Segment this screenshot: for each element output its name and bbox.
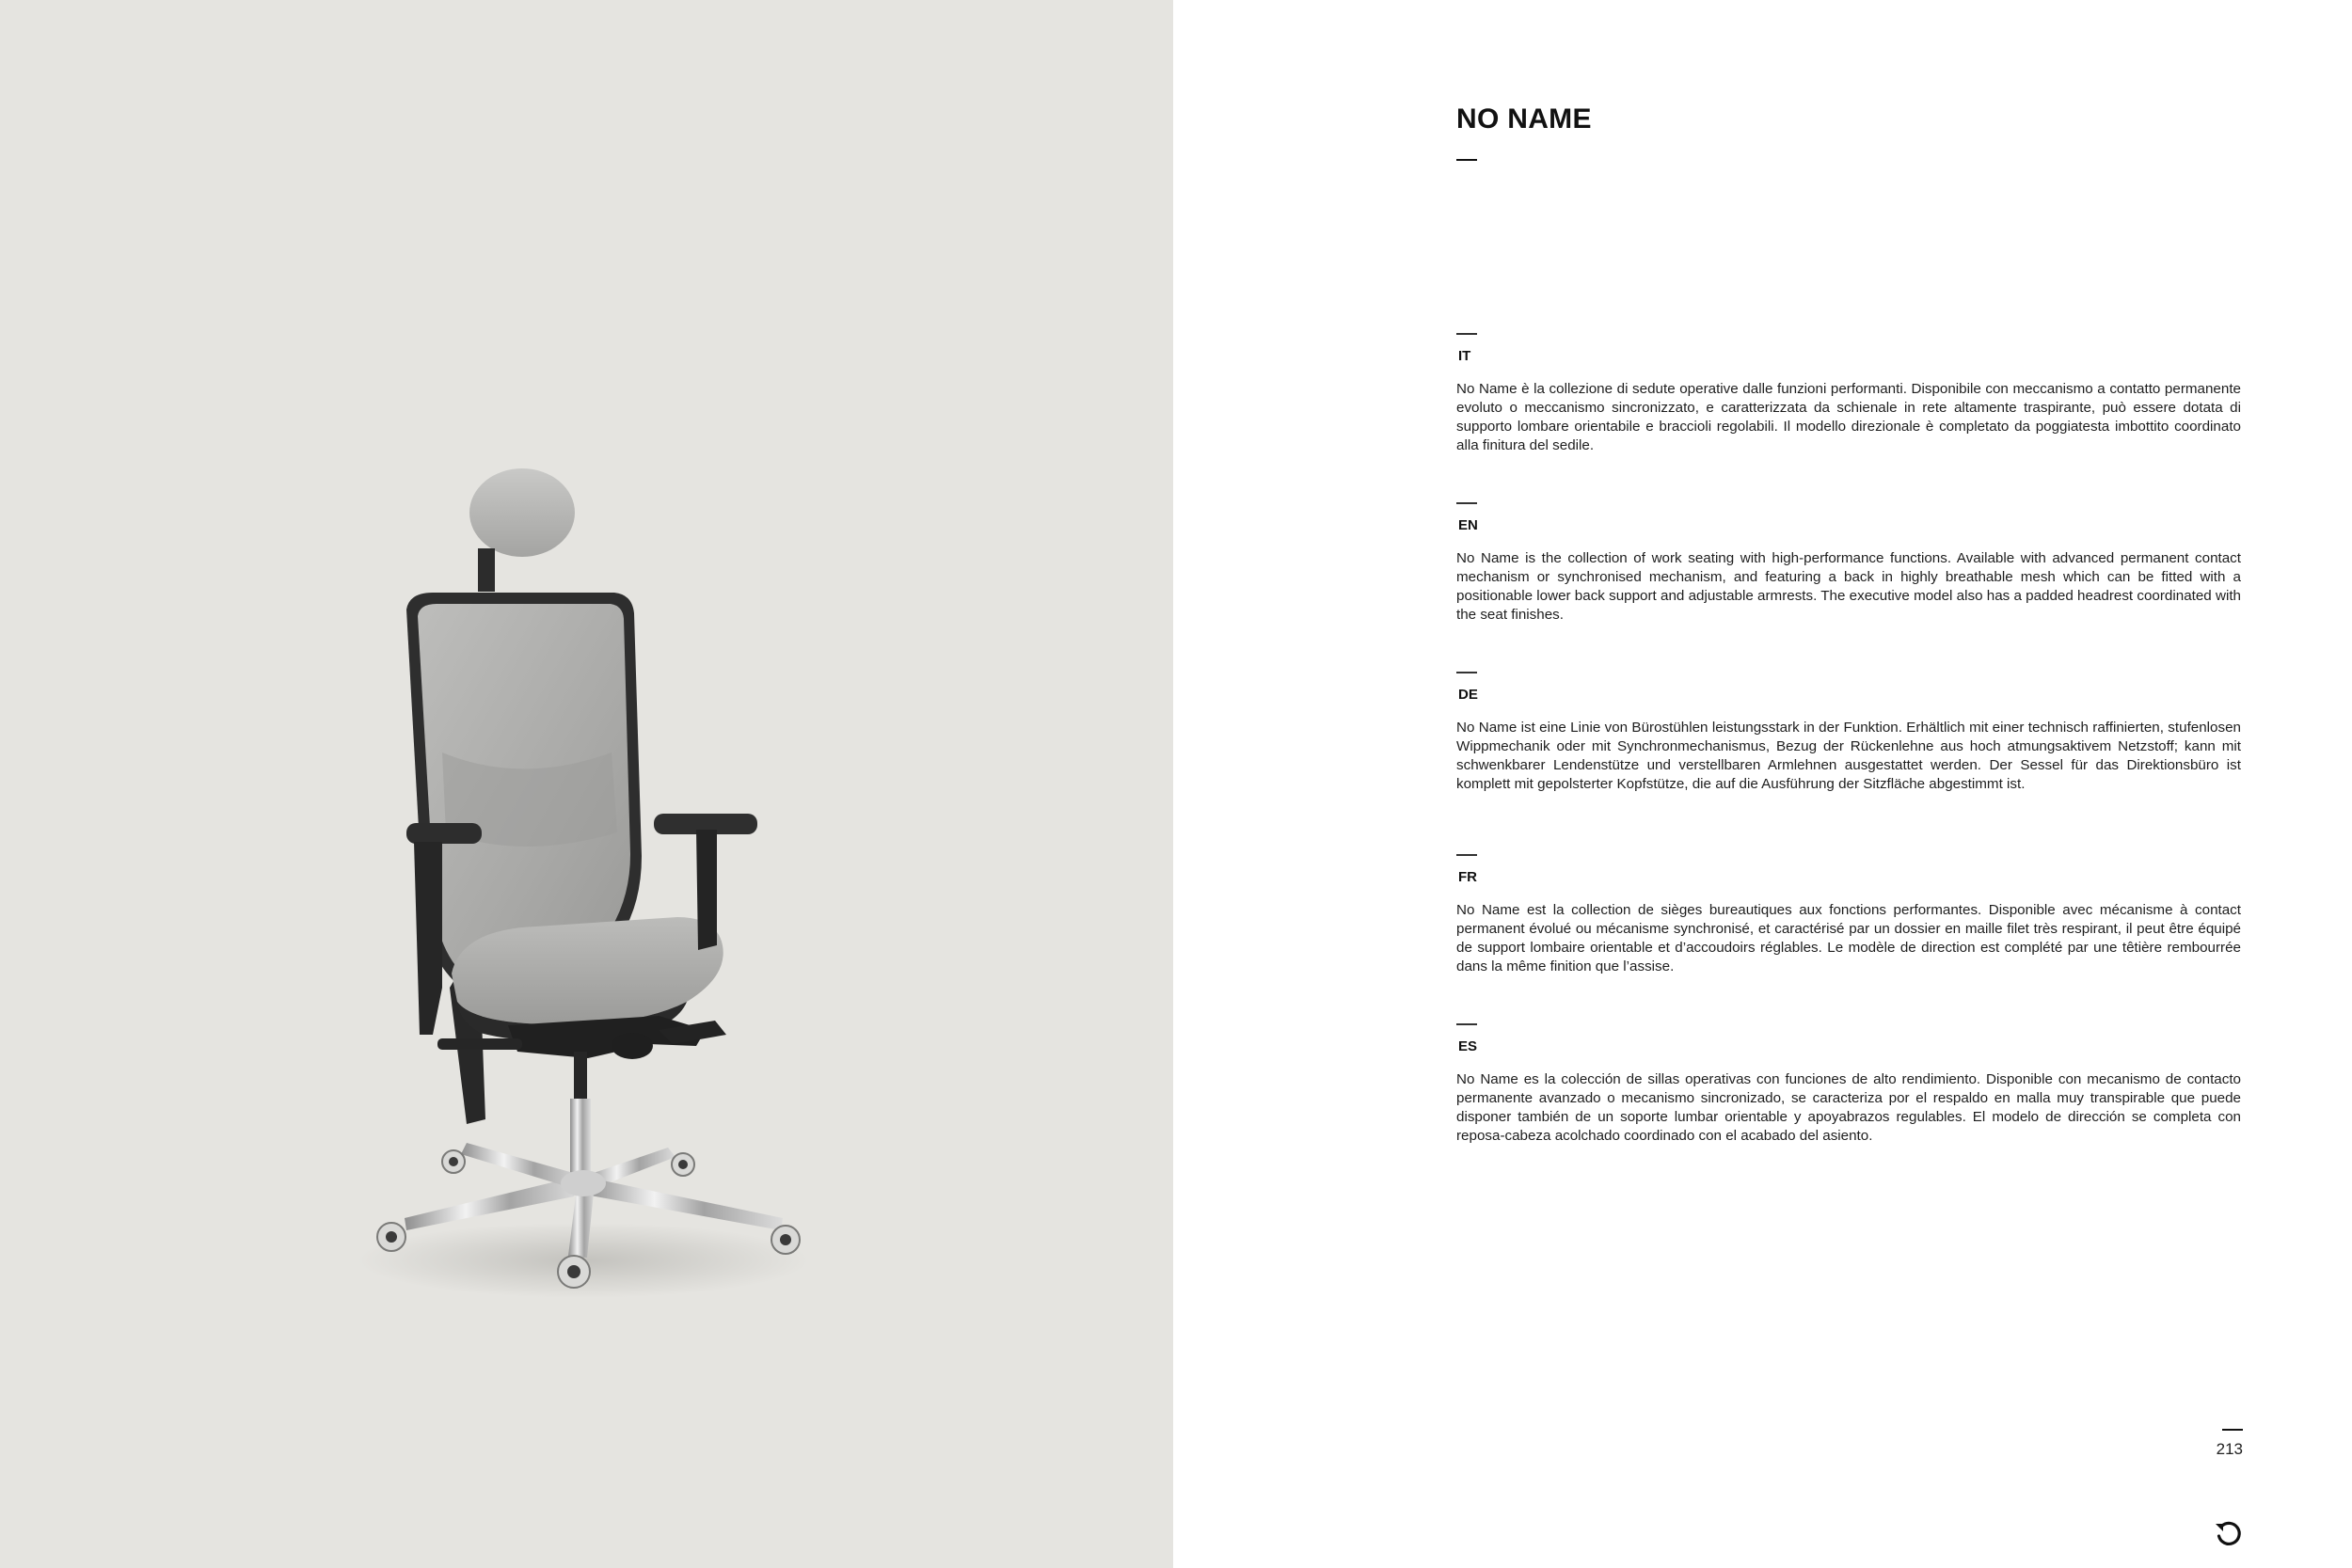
section-fr xyxy=(1456,854,2241,976)
page-number: 213 xyxy=(2216,1440,2243,1458)
section-en xyxy=(1456,502,2241,625)
section-divider xyxy=(1456,672,1477,673)
section-divider xyxy=(1456,854,1477,856)
section-divider xyxy=(1456,333,1477,335)
product-title: NO NAME xyxy=(1456,103,1592,135)
language-code: DE xyxy=(1458,686,1478,703)
section-text: No Name ist eine Linie von Bürostühlen leistungsstark in der Funktion. Erhältlich mit einer technisch raffinierten, stufenlosen Wippmechanik oder mit Synchronmechanismus, Bezug der Rückenlehne aus hoch atmungsaktivem Netzstoff; kann mit schwenkbarer Lendenstütze und verstellbaren Armlehnen ausgestattet werden. Der Sessel für das Direktionsbüro ist komplett mit gepolsterter Kopfstütze, die auf die Ausführung der Sitzfläche abgestimmt ist. xyxy=(1456,719,2241,792)
section-text: No Name est la collection de sièges bureautiques aux fonctions performantes. Disponible avec mécanisme à contact permanent évolué ou mécanisme synchronisé, et caractérisé par un dossier en maille filet très respirant, il peut être équipé de support lombaire orientable et d’accoudoirs réglables. Le modèle de direction est complété par une têtière rembourrée dans la même finition que l’assise. xyxy=(1456,901,2241,974)
section-es xyxy=(1456,1023,2241,1146)
section-text: No Name è la collezione di sedute operative dalle funzioni performanti. Disponibile con meccanismo a contatto permanente evoluto o meccanismo sincronizzato, e caratterizzata da schienale in rete altamente traspirante, può essere dotata di supporto lombare orientabile e braccioli regolabili. Il modello direzionale è completato da poggiatesta imbottito coordinato alla finitura del sedile. xyxy=(1456,380,2241,453)
section-it xyxy=(1456,333,2241,455)
office-chair-image xyxy=(348,461,818,1307)
section-text: No Name is the collection of work seating with high-performance functions. Available with advanced permanent contact mechanism or synchronised mechanism, and featuring a back in highly breathable mesh which can be fitted with a positionable lower back support and adjustable armrests. The executive model also has a padded headrest coordinated with the seat finishes. xyxy=(1456,549,2241,623)
section-divider xyxy=(1456,502,1477,504)
section-divider xyxy=(1456,1023,1477,1025)
section-text: No Name es la colección de sillas operativas con funciones de alto rendimiento. Disponible con mecanismo de contacto permanente avanzado o mecanismo sincronizado, se caracteriza por el respaldo en malla muy transpirable que puede disponer también de un soporte lumbar orientable y apoyabrazos regulables. El modelo de dirección se completa con reposa-cabeza acolchado coordinado con el acabado del asiento. xyxy=(1456,1070,2241,1144)
language-code: FR xyxy=(1458,868,1477,885)
undo-arrow-icon[interactable] xyxy=(2212,1516,2246,1550)
title-divider xyxy=(1456,159,1477,161)
language-code: EN xyxy=(1458,516,1478,533)
language-code: IT xyxy=(1458,347,1471,364)
language-code: ES xyxy=(1458,1037,1478,1054)
product-photo-panel xyxy=(0,0,1173,1568)
text-panel xyxy=(1173,0,2352,1568)
page-number-divider xyxy=(2222,1429,2243,1431)
section-de xyxy=(1456,672,2241,794)
